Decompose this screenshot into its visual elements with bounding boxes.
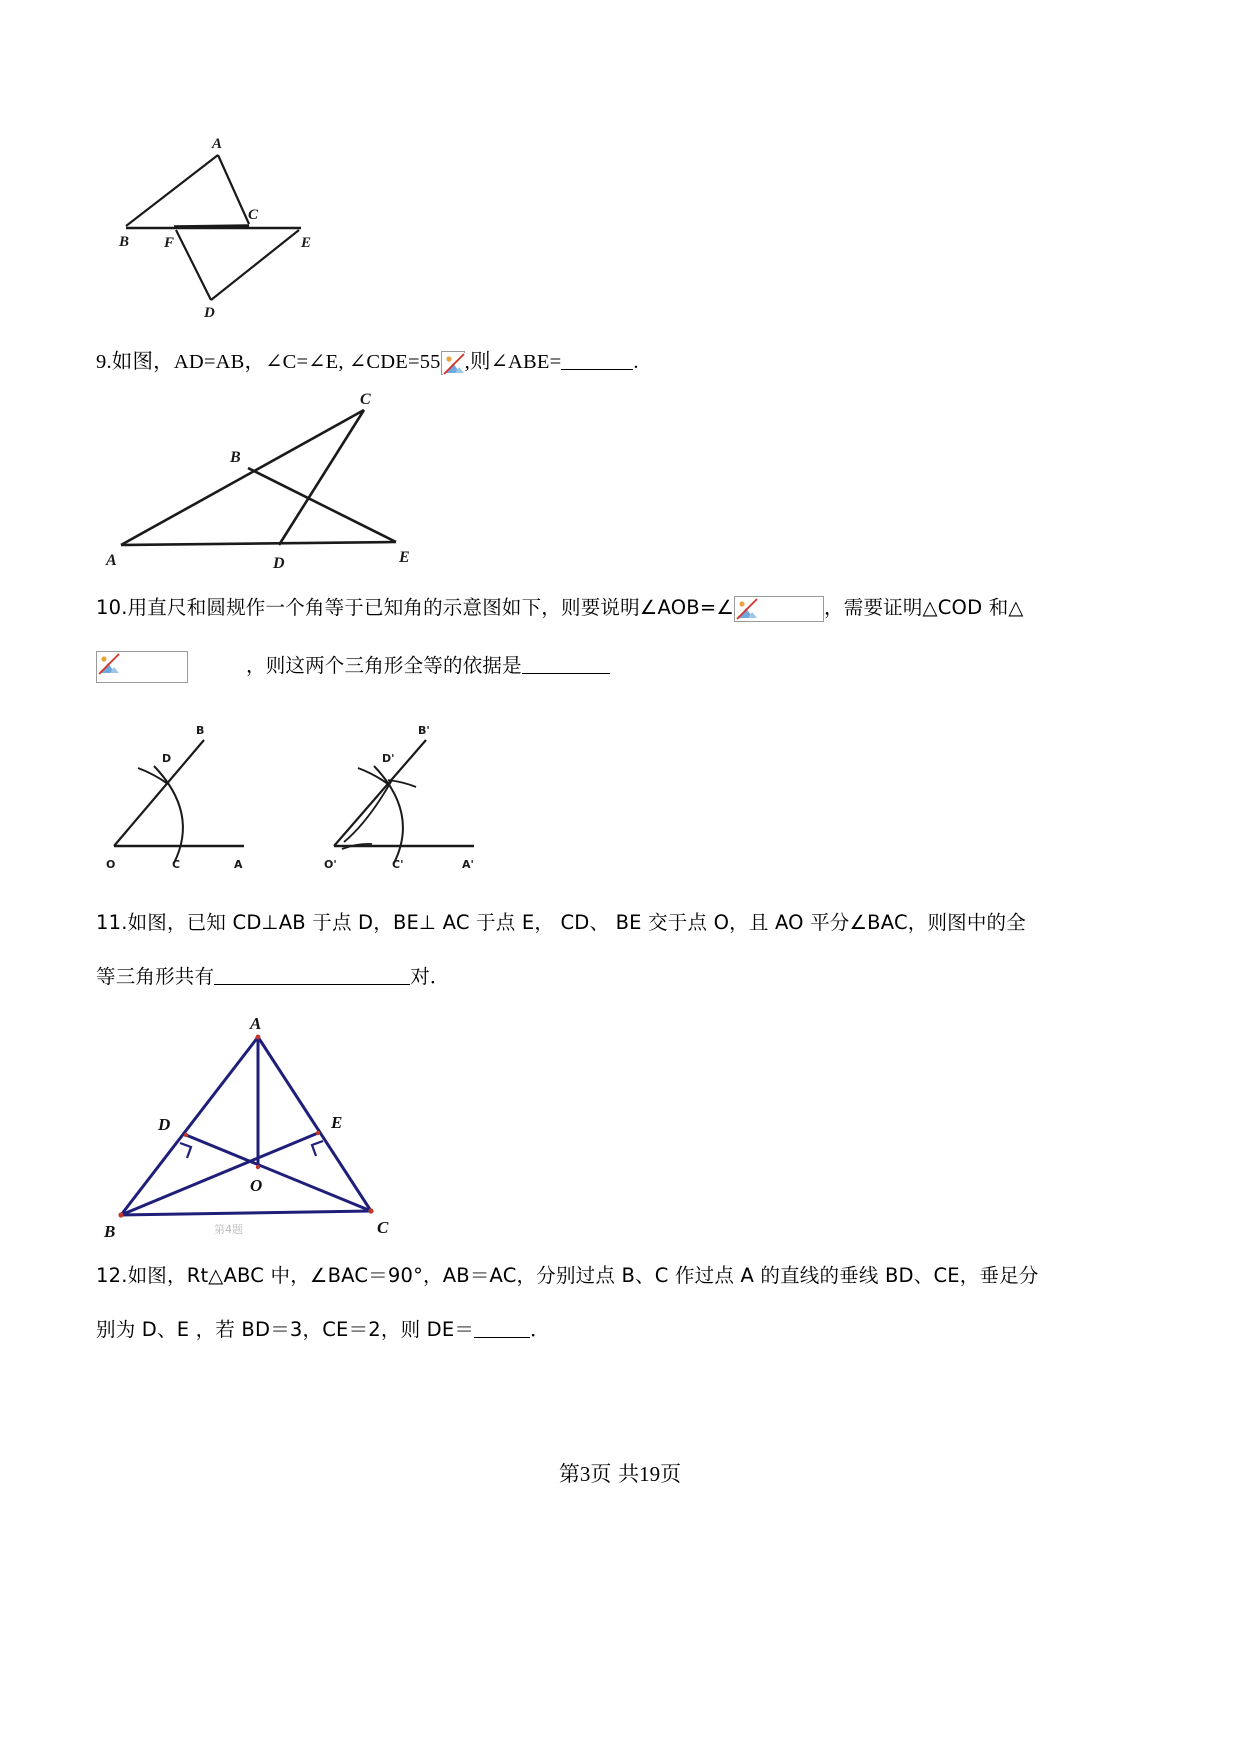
figure-11-vertex-C bbox=[368, 1208, 373, 1213]
question-12-text-a: 12.如图，Rt△ABC 中，∠BAC＝90°，AB＝AC，分别过点 B、C 作过点 A 的直线的垂线 BD、CE，垂足分 bbox=[96, 1264, 1039, 1287]
broken-image-glyph bbox=[98, 653, 120, 675]
figure-11-label-A: A bbox=[250, 1014, 262, 1033]
figure-11-vertex-E bbox=[316, 1131, 320, 1135]
figure-9-label-C: C bbox=[360, 391, 371, 408]
question-12-text-b: 别为 D、E ，若 BD＝3，CE＝2，则 DE＝ bbox=[96, 1318, 475, 1341]
figure-8-label-E: E bbox=[301, 235, 312, 251]
question-10-line-2 bbox=[96, 644, 1116, 688]
question-9-trailing: . bbox=[633, 351, 639, 373]
figure-11-label-C: C bbox=[377, 1218, 389, 1237]
broken-image-placeholder-q9 bbox=[441, 351, 465, 375]
question-9-prefix: 9.如图，AD=AB，∠C=∠E, ∠CDE=55 bbox=[96, 351, 441, 373]
broken-image-placeholder-q10-a bbox=[734, 596, 824, 622]
figure-10-left-label-C: C bbox=[172, 858, 181, 871]
figure-10-left-label-A: A bbox=[234, 858, 243, 871]
question-12-line-1 bbox=[96, 1254, 1116, 1298]
broken-image-glyph bbox=[443, 353, 465, 375]
footer-prefix: 第 bbox=[558, 1462, 580, 1486]
figure-8-svg bbox=[96, 120, 396, 320]
question-10-line-1 bbox=[96, 586, 1116, 630]
question-10-text-c: ，则这两个三角形全等的依据是 bbox=[246, 654, 522, 677]
figure-11-svg bbox=[96, 1015, 426, 1245]
question-11-answer-blank[interactable] bbox=[214, 966, 410, 985]
figure-9-label-B: B bbox=[230, 449, 241, 466]
figure-11-watermark: 第4题 bbox=[214, 1223, 243, 1236]
broken-image-placeholder-q10-b bbox=[96, 651, 188, 683]
question-9-suffix: ,则∠ABE= bbox=[464, 351, 562, 373]
question-11-text-c: 对． bbox=[410, 965, 450, 988]
question-12-line-2 bbox=[96, 1308, 1116, 1352]
question-9-answer-blank[interactable] bbox=[561, 351, 633, 370]
figure-10-left-label-O: O bbox=[106, 858, 116, 871]
figure-10-right-label-D: D' bbox=[382, 752, 395, 765]
figure-8-label-C: C bbox=[248, 207, 259, 223]
page-content bbox=[96, 120, 1116, 1352]
figure-10-right-label-O: O' bbox=[324, 858, 337, 871]
figure-11-vertex-O bbox=[256, 1165, 260, 1169]
page-footer-text bbox=[549, 1456, 691, 1490]
figure-11-label-E: E bbox=[331, 1113, 343, 1132]
figure-8-label-B: B bbox=[119, 234, 130, 250]
footer-middle: 页 共 bbox=[590, 1462, 640, 1486]
figure-9-svg bbox=[96, 390, 456, 575]
question-11-text-b: 等三角形共有 bbox=[96, 965, 215, 988]
broken-image-glyph bbox=[736, 598, 758, 620]
figure-question-8 bbox=[96, 120, 1116, 330]
figure-9-label-A: A bbox=[106, 552, 117, 569]
figure-9-label-D: D bbox=[273, 555, 285, 572]
figure-11-vertex-D bbox=[184, 1133, 188, 1137]
question-12-text-c: ． bbox=[530, 1318, 550, 1341]
figure-8-label-A: A bbox=[212, 136, 223, 152]
figure-10-left-label-B: B bbox=[196, 724, 205, 737]
figure-8-label-F: F bbox=[164, 235, 175, 251]
page-footer bbox=[0, 1456, 1240, 1490]
figure-10-left-label-D: D bbox=[162, 752, 172, 765]
question-10-text-b: ，需要证明△COD 和△ bbox=[824, 596, 1024, 619]
question-10-text-a: 10.用直尺和圆规作一个角等于已知角的示意图如下，则要说明∠AOB=∠ bbox=[96, 596, 735, 619]
question-11-line-1 bbox=[96, 901, 1116, 945]
question-10-answer-blank[interactable] bbox=[522, 655, 610, 674]
figure-11-vertex-A bbox=[256, 1035, 261, 1040]
question-12-answer-blank[interactable] bbox=[474, 1319, 530, 1338]
figure-11-label-O: O bbox=[250, 1176, 263, 1195]
question-9-text bbox=[96, 340, 1116, 384]
footer-suffix: 页 bbox=[660, 1462, 682, 1486]
figure-10-right-label-C: C' bbox=[392, 858, 404, 871]
figure-10-right-label-B: B' bbox=[418, 724, 430, 737]
question-11-text-a: 11.如图，已知 CD⊥AB 于点 D，BE⊥ AC 于点 E， CD、 BE 交于点 O，且 AO 平分∠BAC，则图中的全 bbox=[96, 911, 1026, 934]
footer-total-pages: 19 bbox=[639, 1462, 661, 1486]
figure-question-11 bbox=[96, 1015, 1116, 1250]
figure-question-10 bbox=[96, 718, 1116, 893]
figure-10-svg bbox=[96, 718, 516, 883]
figure-11-vertex-B bbox=[118, 1212, 123, 1217]
figure-question-9 bbox=[96, 390, 1116, 580]
footer-page-number: 3 bbox=[579, 1462, 591, 1486]
question-11-line-2 bbox=[96, 955, 1116, 999]
figure-11-label-D: D bbox=[158, 1115, 171, 1134]
figure-10-right-label-A: A' bbox=[462, 858, 474, 871]
figure-11-label-B: B bbox=[104, 1222, 116, 1241]
figure-8-label-D: D bbox=[204, 305, 215, 321]
figure-9-label-E: E bbox=[399, 549, 410, 566]
